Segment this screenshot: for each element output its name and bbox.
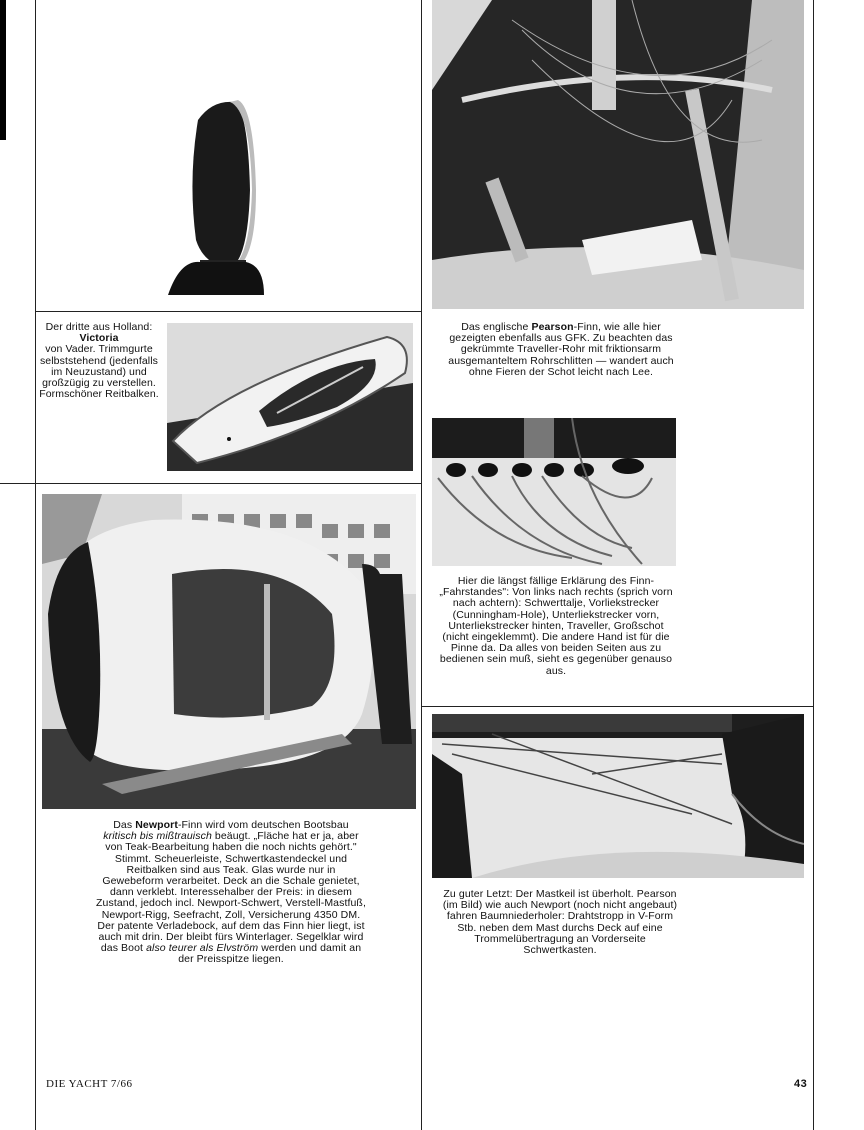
rule-right-mid [421, 706, 813, 707]
caption-newport-text-2: werden und damit an der Preisspitze liegen. [178, 942, 362, 966]
center-column-rule [421, 0, 422, 1130]
left-margin-rule [35, 0, 36, 1130]
caption-pearson-name: Pearson [531, 321, 574, 333]
caption-newport-italic-2: also teurer als Elvström [146, 942, 259, 955]
caption-pearson-pre: Das englische [461, 321, 532, 333]
caption-victoria [38, 322, 160, 400]
caption-newport-italic-1: kritisch bis mißtrauisch [103, 830, 212, 843]
caption-victoria-text: von Vader. Trimmgurte selbststehend (jedenfalls im Neuzustand) und großzügig zu verstellen. Formschöner Reitbalken. [39, 343, 159, 401]
footer-publication: DIE YACHT 7/66 [46, 1078, 133, 1090]
photo-pearson-cockpit [432, 0, 804, 309]
photo-victoria-deck [167, 323, 413, 471]
photo-mastkeil [432, 714, 804, 878]
rule-left-mid [0, 483, 421, 484]
caption-victoria-pre: Der dritte aus Holland: [45, 321, 153, 333]
caption-victoria-name: Victoria [79, 332, 119, 345]
caption-fahrstand-text: Hier die längst fällige Erklärung des Finn-„Fahrstandes": Von links nach rechts (sprich vorn nach achtern): Schwerttalje, Vorliekstrecker (Cunningham-Hole), Unterliekstrecker vorn, Unterliekstrecker hinten, Traveller, Großschot (nicht eingeklemmt). Die andere Hand ist für die Pinne da. Da alles von beiden Seiten aus zu bedienen sein muß, sieht es gegenüber genauso aus. [439, 575, 673, 677]
left-edge-shadow [0, 0, 6, 140]
caption-newport-name: Newport [135, 819, 178, 831]
caption-pearson-text: -Finn, wie alle hier gezeigten ebenfalls aus GFK. Zu beachten das gekrümmte Traveller-Rohr mit friktionsarm ausgemanteltem Rohrschlitten — wandert auch ohne Fieren der Schot leicht nach Lee. [448, 321, 674, 378]
caption-newport-mid: -Finn wird vom deutschen Bootsbau [177, 819, 349, 831]
caption-mastkeil [440, 889, 680, 956]
photo-fahrstand-cleats [432, 418, 676, 566]
caption-mastkeil-text: Zu guter Letzt: Der Mastkeil ist überholt. Pearson (im Bild) wie auch Newport (noch nicht angebaut) fahren Baumniederholer: Drahtstropp in V-Form Stb. neben dem Mast durchs Deck auf eine Trommelübertragung an Vorderseite Schwertkasten. [442, 888, 678, 957]
rule-left-top [35, 311, 421, 312]
caption-pearson [448, 322, 674, 378]
caption-newport [96, 820, 366, 966]
photo-newport-cradle [42, 494, 416, 809]
right-margin-rule [813, 0, 814, 1130]
caption-fahrstand [434, 576, 678, 677]
caption-newport-pre: Das [113, 819, 136, 831]
caption-newport-text-1: beäugt. „Fläche hat er ja, aber von Teak-Bearbeitung haben die noch nichts gehört." Stimmt. Scheuerleiste, Schwertkastendeckel und Reitbalken sind aus Teak. Glas wurde nur in Gewebeform verarbeitet. Deck an die Schale genietet, dann verklebt. Interessehalber der Preis: in diesem Zustand, jedoch incl. Newport-Schwert, Verstell-Mastfuß, Newport-Rigg, Seefracht, Zoll, Versicherung 4350 DM. Der patente Verladebock, auf dem das Finn hier liegt, ist auch mit drin. Der bleibt fürs Winterlager. Segelklar wird das Boot [96, 830, 366, 955]
photo-victoria-standing [160, 90, 270, 300]
page-number: 43 [794, 1078, 808, 1090]
